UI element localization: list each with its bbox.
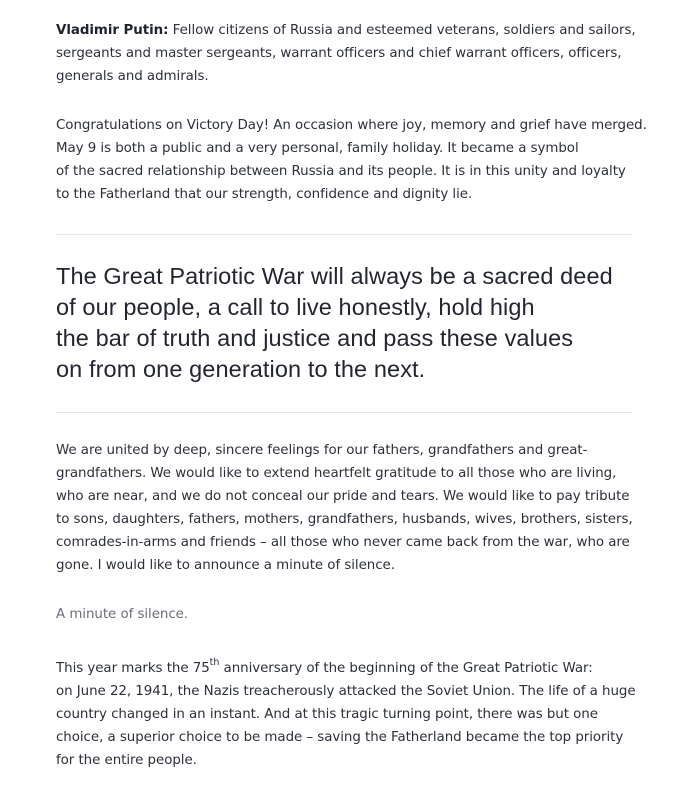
paragraph-line: grandfathers. We would like to extend heartfelt gratitude to all those who are living, xyxy=(56,466,617,481)
paragraph-line: to the Fatherland that our strength, confidence and dignity lie. xyxy=(56,187,473,202)
paragraph-line: on June 22, 1941, the Nazis treacherously attacked the Soviet Union. The life of a huge xyxy=(56,684,636,699)
quote-line: the bar of truth and justice and pass these values xyxy=(56,325,574,351)
congratulations-paragraph xyxy=(56,114,647,206)
paragraph-line: This year marks the 75th anniversary of the beginning of the Great Patriotic War: xyxy=(56,657,593,676)
paragraph-line: comrades-in-arms and friends – all those who never came back from the war, who are xyxy=(56,535,630,550)
paragraph-line: Congratulations on Victory Day! An occasion where joy, memory and grief have merged. xyxy=(56,118,647,133)
quote-top-divider xyxy=(56,234,632,235)
stage-direction xyxy=(56,603,634,626)
paragraph-line: who are near, and we do not conceal our pride and tears. We would like to pay tribute xyxy=(56,489,630,504)
tribute-paragraph xyxy=(56,439,634,577)
paragraph-line: May 9 is both a public and a very personal, family holiday. It became a symbol xyxy=(56,141,579,156)
intro-line: generals and admirals. xyxy=(56,69,209,84)
speaker-name: Vladimir Putin: xyxy=(56,23,169,38)
minute-of-silence-note: A minute of silence. xyxy=(56,607,189,622)
intro-paragraph xyxy=(56,19,634,88)
ordinal-suffix: th xyxy=(209,657,220,668)
paragraph-line: to sons, daughters, fathers, mothers, grandfathers, husbands, wives, brothers, sisters, xyxy=(56,512,633,527)
intro-line: Vladimir Putin: Fellow citizens of Russia and esteemed veterans, soldiers and sailors, xyxy=(56,23,636,38)
pull-quote xyxy=(56,261,636,385)
quote-bottom-divider xyxy=(56,412,632,413)
paragraph-line: We are united by deep, sincere feelings for our fathers, grandfathers and great- xyxy=(56,443,588,458)
quote-line: on from one generation to the next. xyxy=(56,356,426,382)
paragraph-line: choice, a superior choice to be made – saving the Fatherland became the top priority xyxy=(56,730,624,745)
quote-line: of our people, a call to live honestly, hold high xyxy=(56,294,535,320)
paragraph-line: of the sacred relationship between Russia and its people. It is in this unity and loyalty xyxy=(56,164,626,179)
intro-line: sergeants and master sergeants, warrant officers and chief warrant officers, officers, xyxy=(56,46,622,61)
paragraph-line: gone. I would like to announce a minute of silence. xyxy=(56,558,395,573)
paragraph-line: for the entire people. xyxy=(56,753,197,768)
paragraph-line: country changed in an instant. And at this tragic turning point, there was but one xyxy=(56,707,598,722)
anniversary-paragraph xyxy=(56,657,634,772)
quote-line: The Great Patriotic War will always be a sacred deed xyxy=(56,263,613,289)
